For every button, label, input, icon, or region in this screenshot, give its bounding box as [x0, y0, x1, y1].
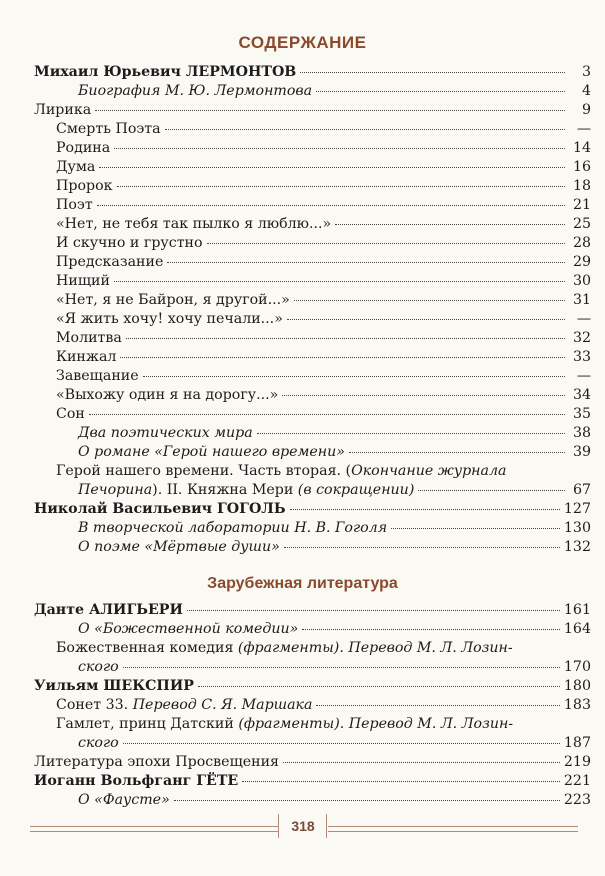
- toc-entry-page: —: [576, 311, 591, 327]
- toc-entry-page: 30: [572, 273, 591, 289]
- toc-entry-title: Кинжал: [56, 349, 117, 365]
- toc-entry: [56, 271, 591, 291]
- toc-entry: [56, 214, 591, 234]
- toc-entry: [56, 119, 591, 139]
- toc-entry-line: [56, 714, 513, 734]
- toc-entry-page: 25: [572, 216, 591, 232]
- leader-dots: [123, 667, 560, 668]
- toc-entry-page: 219: [563, 754, 591, 770]
- toc-entry-title: Пророк: [56, 178, 113, 194]
- leader-dots: [391, 528, 560, 529]
- toc-entry: [78, 442, 591, 462]
- toc-entry: [56, 385, 591, 405]
- toc-entry-title: Смерть Поэта: [56, 121, 161, 137]
- leader-dots: [242, 781, 560, 782]
- toc-entry-title: О романе «Герой нашего времени»: [78, 444, 345, 460]
- toc-entry-title: Божественная комедия: [56, 640, 238, 656]
- toc-entry-page: 170: [563, 659, 591, 675]
- toc-entry-page: 29: [572, 254, 591, 270]
- toc-entry-title: Гамлет, принц Датский: [56, 716, 239, 732]
- toc-entry-goethe: [34, 771, 591, 791]
- toc-entry-title: Окончание журнала: [351, 463, 507, 479]
- toc-entry: [56, 290, 591, 310]
- leader-dots: [316, 705, 559, 706]
- leader-dots: [257, 433, 565, 434]
- toc-entry-page: 31: [572, 292, 591, 308]
- toc-entry-title: (в сокращении): [297, 482, 415, 498]
- toc-entry-page: —: [576, 368, 591, 384]
- toc-entry-title: «Я жить хочу! хочу печали...»: [56, 311, 283, 327]
- toc-entry-title: Сон: [56, 406, 85, 422]
- toc-entry-page: 183: [563, 697, 591, 713]
- toc-entry-page: 32: [572, 330, 591, 346]
- toc-entry-title: О поэме «Мёртвые души»: [78, 539, 280, 555]
- toc-entry: [78, 81, 591, 101]
- toc-entry-page: 39: [572, 444, 591, 460]
- toc-entry-title: «Выхожу один я на дорогу...»: [56, 387, 279, 403]
- toc-entry-page: 161: [563, 602, 591, 618]
- footer-divider: [278, 814, 279, 838]
- toc-entry-page: 28: [572, 235, 591, 251]
- leader-dots: [114, 281, 565, 282]
- leader-dots: [283, 762, 560, 763]
- toc-entry: [56, 233, 591, 253]
- toc-entry-page: 221: [563, 773, 591, 789]
- toc-entry-title: Лирика: [34, 102, 92, 118]
- toc-entry-page: 18: [572, 178, 591, 194]
- toc-entry-shakespeare: [34, 676, 591, 696]
- toc-entry: [34, 100, 591, 120]
- leader-dots: [287, 319, 565, 320]
- toc-entry-page: 14: [572, 140, 591, 156]
- toc-entry-page: 67: [572, 482, 591, 498]
- toc-entry-title: Михаил Юрьевич ЛЕРМОНТОВ: [34, 64, 297, 80]
- toc-entry: [78, 733, 591, 753]
- leader-dots: [198, 686, 560, 687]
- toc-entry-title: (фрагменты). Перевод М. Л. Лозин-: [238, 716, 514, 732]
- toc-entry-title: «Нет, не тебя так пылко я люблю...»: [56, 216, 332, 232]
- toc-entry-title: О «Фаусте»: [78, 792, 170, 808]
- toc-entry-title: ского: [78, 659, 119, 675]
- leader-dots: [89, 414, 565, 415]
- leader-dots: [114, 148, 565, 149]
- footer-rule-right: [328, 826, 578, 827]
- leader-dots: [174, 800, 560, 801]
- leader-dots: [282, 395, 565, 396]
- toc-entry-page: 34: [572, 387, 591, 403]
- leader-dots: [418, 490, 565, 491]
- leader-dots: [187, 610, 560, 611]
- toc-entry-title: Биография М. Ю. Лермонтова: [78, 83, 313, 99]
- toc-entry: [78, 537, 591, 557]
- leader-dots: [290, 509, 560, 510]
- leader-dots: [294, 300, 565, 301]
- leader-dots: [120, 357, 565, 358]
- toc-entry-page: 127: [563, 501, 591, 517]
- toc-entry-gogol: [34, 499, 591, 519]
- toc-entry-title: О «Божественной комедии»: [78, 621, 299, 637]
- leader-dots: [207, 243, 565, 244]
- toc-entry-page: 38: [572, 425, 591, 441]
- toc-entry-title: Нищий: [56, 273, 110, 289]
- toc-entry: [56, 138, 591, 158]
- toc-entry-dante: [34, 600, 591, 620]
- leader-dots: [143, 376, 565, 377]
- toc-entry: [56, 695, 591, 715]
- toc-entry-title: ского: [78, 735, 119, 751]
- toc-entry: [56, 252, 591, 272]
- toc-entry-page: —: [576, 121, 591, 137]
- toc-entry: [56, 366, 591, 386]
- toc-entry-page: 4: [581, 83, 591, 99]
- toc-entry-title: «Нет, я не Байрон, я другой...»: [56, 292, 290, 308]
- leader-dots: [123, 743, 560, 744]
- toc-entry-title: Иоганн Вольфганг ГЁТЕ: [34, 773, 239, 789]
- leader-dots: [117, 186, 566, 187]
- toc-entry-title: Уильям ШЕКСПИР: [34, 678, 194, 694]
- toc-entry: [78, 423, 591, 443]
- toc-entry: [56, 195, 591, 215]
- toc-entry-line: [56, 461, 506, 481]
- leader-dots: [284, 547, 560, 548]
- toc-entry-page: 35: [572, 406, 591, 422]
- toc-entry-page: 9: [581, 102, 591, 118]
- footer-divider: [326, 814, 327, 838]
- toc-entry-page: 180: [563, 678, 591, 694]
- toc-entry-line: [56, 638, 513, 658]
- footer-rule-left: [30, 826, 278, 827]
- toc-entry-page: 223: [563, 792, 591, 808]
- toc-entry-title: Литература эпохи Просвещения: [34, 754, 280, 770]
- toc-entry-title: Предсказание: [56, 254, 164, 270]
- toc-entry-title: Герой нашего времени. Часть вторая. (: [56, 463, 352, 479]
- toc-entry: [56, 328, 591, 348]
- toc-entry: [56, 404, 591, 424]
- toc-entry-title: Печорина: [78, 482, 153, 498]
- toc-entry-page: 132: [563, 539, 591, 555]
- leader-dots: [349, 452, 565, 453]
- toc-entry: [78, 518, 591, 538]
- toc-entry-title: Дума: [56, 159, 96, 175]
- toc-entry: [34, 752, 591, 772]
- toc-entry-title: Перевод С. Я. Маршака: [132, 697, 313, 713]
- footer-rule-left-thin: [30, 831, 278, 832]
- toc-entry: [56, 157, 591, 177]
- toc-entry-page: 130: [563, 520, 591, 536]
- toc-entry: [78, 657, 591, 677]
- page-number: 318: [291, 818, 315, 834]
- leader-dots: [95, 110, 565, 111]
- toc-entry: [56, 347, 591, 367]
- toc-entry-title: Поэт: [56, 197, 93, 213]
- toc-entry: [56, 309, 591, 329]
- toc-entry-page: 187: [563, 735, 591, 751]
- leader-dots: [99, 167, 565, 168]
- leader-dots: [167, 262, 565, 263]
- toc-entry-page: 21: [572, 197, 591, 213]
- toc-entry: [78, 619, 591, 639]
- leader-dots: [126, 338, 565, 339]
- toc-entry-title: Два поэтических мира: [78, 425, 253, 441]
- toc-entry-title: Николай Васильевич ГОГОЛЬ: [34, 501, 286, 517]
- toc-entry: [56, 176, 591, 196]
- toc-entry-title: В творческой лаборатории Н. В. Гоголя: [78, 520, 388, 536]
- leader-dots: [300, 72, 565, 73]
- toc-entry-title: Родина: [56, 140, 111, 156]
- section-heading-foreign-literature: Зарубежная литература: [207, 575, 398, 592]
- leader-dots: [97, 205, 565, 206]
- toc-entry-title: Завещание: [56, 368, 139, 384]
- toc-entry-title: ). II. Княжна Мери: [152, 482, 298, 498]
- toc-entry-title: (фрагменты). Перевод М. Л. Лозин-: [237, 640, 513, 656]
- toc-entry-page: 33: [572, 349, 591, 365]
- toc-entry-title: Данте АЛИГЬЕРИ: [34, 602, 183, 618]
- toc-entry: [78, 790, 591, 810]
- toc-entry-page: 164: [563, 621, 591, 637]
- toc-entry-title: Молитва: [56, 330, 122, 346]
- leader-dots: [316, 91, 565, 92]
- toc-entry-title: Сонет 33.: [56, 697, 133, 713]
- toc-entry: [78, 480, 591, 500]
- footer-rule-right-thin: [328, 831, 578, 832]
- leader-dots: [302, 629, 560, 630]
- toc-entry-page: 3: [581, 64, 591, 80]
- leader-dots: [335, 224, 565, 225]
- toc-entry-lermontov: [34, 62, 591, 82]
- toc-entry-title: И скучно и грустно: [56, 235, 203, 251]
- leader-dots: [165, 129, 565, 130]
- toc-entry-page: 16: [572, 159, 591, 175]
- page-title: СОДЕРЖАНИЕ: [238, 33, 367, 52]
